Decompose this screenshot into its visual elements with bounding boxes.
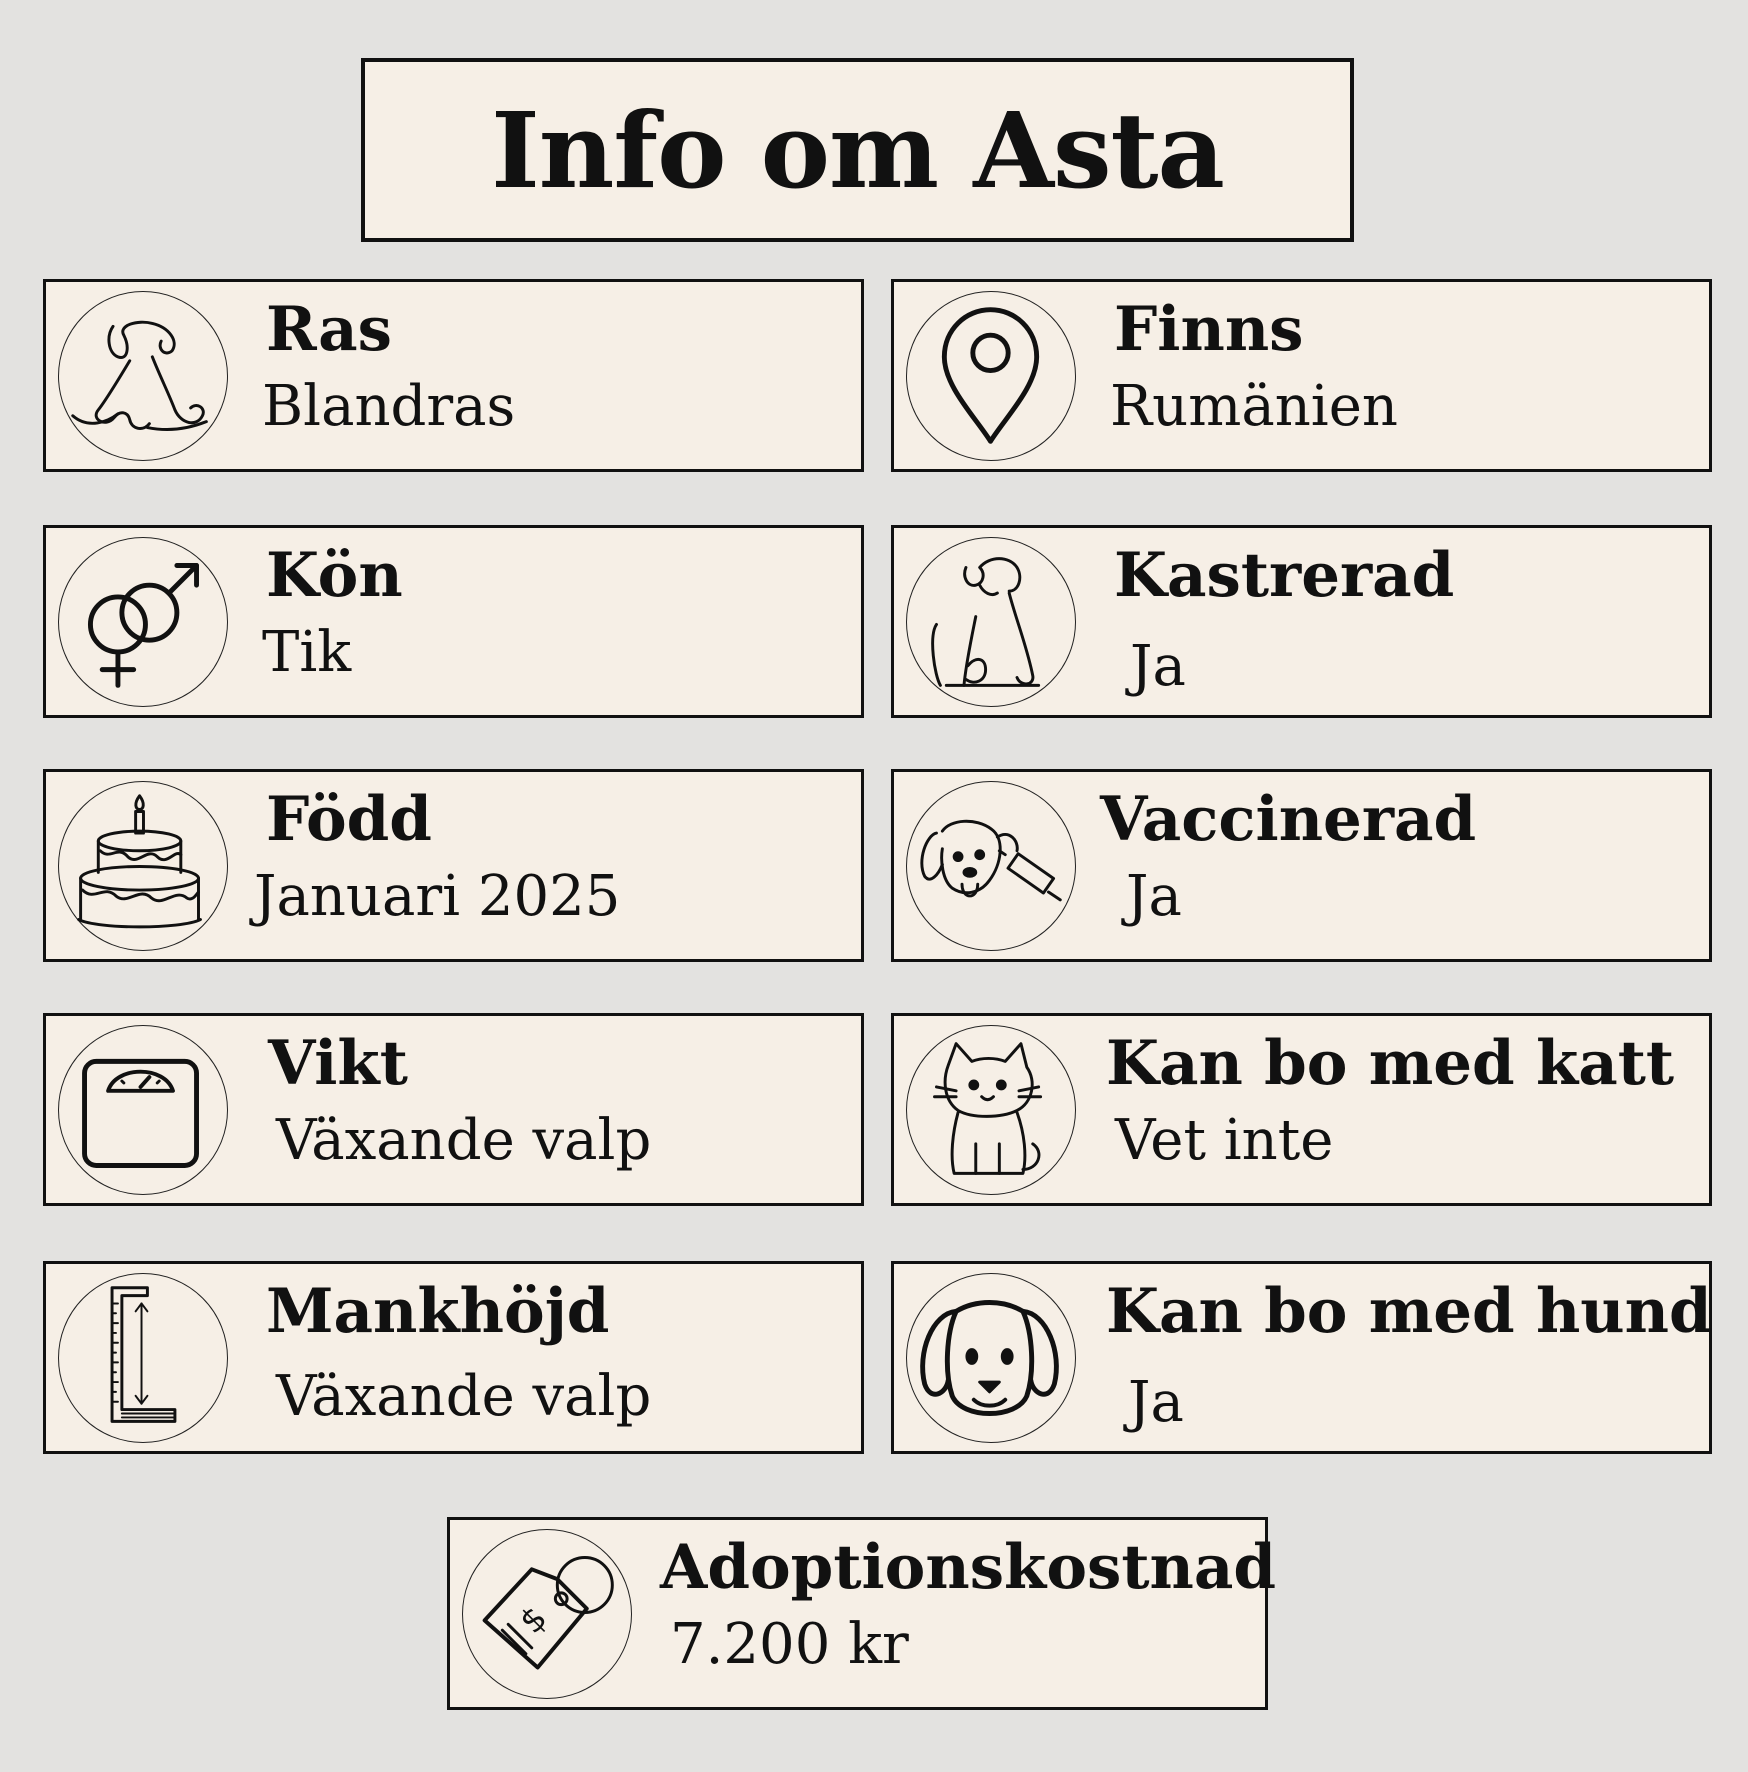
card-value: Blandras (262, 374, 516, 439)
card-value: Vet inte (1115, 1108, 1334, 1173)
card-label: Kan bo med hund (1106, 1276, 1712, 1347)
height-measure-icon (58, 1273, 228, 1443)
card-label: Finns (1114, 294, 1304, 365)
sitting-dog-icon (906, 537, 1076, 707)
card-kon (43, 525, 864, 718)
card-value: Januari 2025 (254, 864, 621, 929)
dog-face-icon (906, 1273, 1076, 1443)
card-label: Mankhöjd (266, 1276, 610, 1347)
card-label: Vaccinerad (1100, 784, 1477, 855)
svg-text:$: $ (511, 1598, 555, 1642)
card-fodd (43, 769, 864, 962)
price-tag-icon (462, 1529, 632, 1699)
card-label: Kön (266, 540, 403, 611)
weighing-scale-icon (58, 1025, 228, 1195)
title-box (361, 58, 1354, 242)
card-vaccinerad (891, 769, 1712, 962)
card-label: Född (266, 784, 432, 855)
card-hund (891, 1261, 1712, 1454)
card-kastrerad (891, 525, 1712, 718)
card-label: Kastrerad (1114, 540, 1455, 611)
card-value: Växande valp (276, 1108, 652, 1173)
card-ras (43, 279, 864, 472)
card-value: 7.200 kr (670, 1612, 909, 1677)
card-label: Adoptionskostnad (660, 1532, 1277, 1603)
card-mankhojd (43, 1261, 864, 1454)
gender-symbols-icon (58, 537, 228, 707)
card-finns (891, 279, 1712, 472)
dog-line-icon (58, 291, 228, 461)
card-katt (891, 1013, 1712, 1206)
cat-icon (906, 1025, 1076, 1195)
dog-syringe-icon (906, 781, 1076, 951)
card-label: Vikt (268, 1028, 408, 1099)
card-label: Kan bo med katt (1106, 1028, 1675, 1099)
page-title: Info om Asta (491, 88, 1224, 212)
card-vikt (43, 1013, 864, 1206)
card-value: Ja (1130, 634, 1186, 699)
card-adoptionskostnad (447, 1517, 1277, 1710)
card-label: Ras (266, 294, 392, 365)
card-value: Växande valp (276, 1364, 652, 1429)
card-value: Ja (1126, 864, 1182, 929)
card-value: Rumänien (1110, 374, 1398, 439)
card-value: Ja (1128, 1370, 1184, 1435)
card-value: Tik (262, 620, 352, 685)
birthday-cake-icon (58, 781, 228, 951)
location-pin-icon (906, 291, 1076, 461)
